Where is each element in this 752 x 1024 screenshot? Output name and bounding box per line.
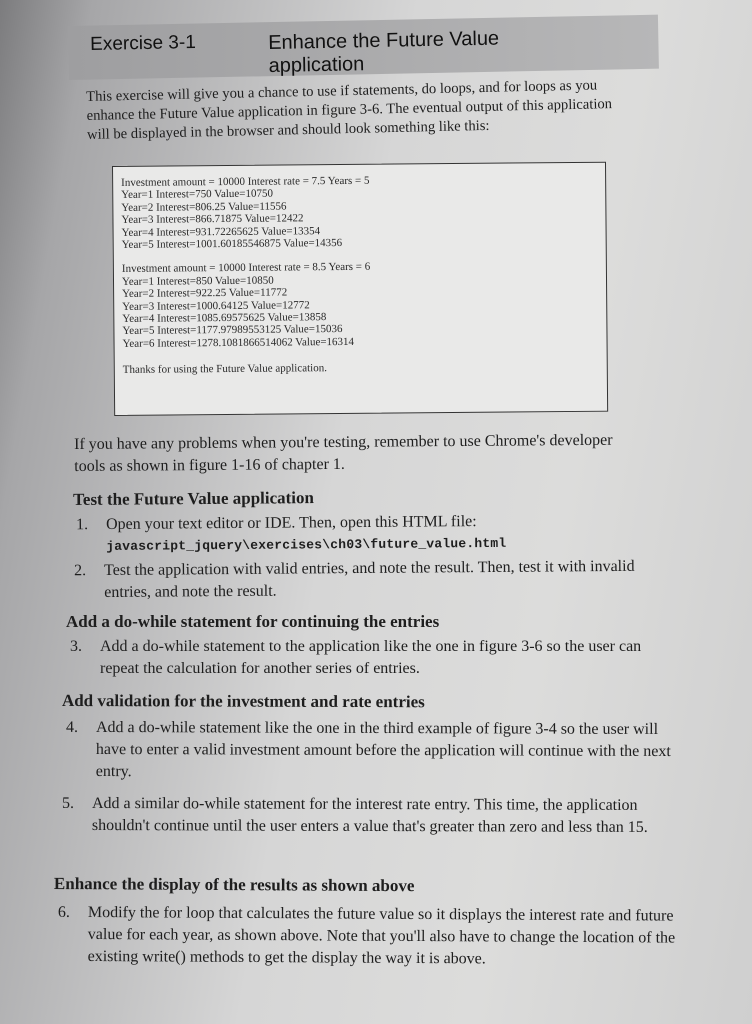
section-heading-test: Test the Future Value application <box>73 488 315 509</box>
step-number: 1. <box>76 516 89 534</box>
output-line: Year=4 Interest=931.72265625 Value=13354 <box>121 224 321 239</box>
output-line: Investment amount = 10000 Interest rate = 7.5 Years = 5 <box>121 174 370 189</box>
output-line: Year=2 Interest=922.25 Value=11772 <box>122 286 288 301</box>
step-number: 6. <box>57 903 70 921</box>
step-number: 4. <box>65 718 78 736</box>
output-line: Year=4 Interest=1085.69575625 Value=13858 <box>122 311 327 325</box>
exercise-label: Exercise 3-1 <box>90 31 196 55</box>
output-group-2 <box>122 259 599 350</box>
step-text: Add a do-while statement to the application like the one in figure 3-6 so the user can repeat the calculation for another series of entries. <box>100 638 642 677</box>
step-4 <box>65 717 681 785</box>
output-line: Year=6 Interest=1278.1081866514062 Value=16314 <box>122 335 355 350</box>
step-text: Open your text editor or IDE. Then, open this HTML file: <box>106 513 477 533</box>
step-text: Add a do-while statement like the one in the third example of figure 3-4 so the user will have to enter a valid investment amount before the application will continue with the next entry. <box>95 719 671 781</box>
output-group-1 <box>121 173 598 252</box>
output-line: Year=2 Interest=806.25 Value=11556 <box>121 200 287 214</box>
section-heading-dowhile: Add a do-while statement for continuing the entries <box>66 612 440 631</box>
sample-output-box <box>112 162 608 416</box>
step-number: 5. <box>61 794 74 812</box>
section-heading-display: Enhance the display of the results as shown above <box>53 874 415 896</box>
step-3 <box>70 636 660 680</box>
step-6 <box>57 902 688 972</box>
step-text: Add a similar do-while statement for the interest rate entry. This time, the application shouldn't continue until the user enters a value that's greater than zero and less than 15. <box>91 795 648 836</box>
step-1 <box>76 510 636 558</box>
step-2 <box>74 556 649 604</box>
intro-paragraph: This exercise will give you a chance to use if statements, do loops, and for loops as you enhance the Future Value application in figure 3-6. The eventual output of this application will be displayed in the browser and should look something like this: <box>86 77 613 143</box>
problems-paragraph: If you have any problems when you're testing, remember to use Chrome's developer tools as shown in figure 1-16 of chapter 1. <box>74 431 613 475</box>
output-line: Year=5 Interest=1001.60185546875 Value=14356 <box>121 237 343 251</box>
output-line: Year=5 Interest=1177.97989553125 Value=15036 <box>122 323 343 338</box>
output-line: Investment amount = 10000 Interest rate = 8.5 Years = 6 <box>121 261 371 276</box>
output-line: Year=3 Interest=866.71875 Value=12422 <box>121 212 304 227</box>
step-text: Test the application with valid entries, and note the result. Then, test it with invalid entries, and note the result. <box>104 557 635 601</box>
output-line: Year=1 Interest=750 Value=10750 <box>121 188 274 202</box>
step-number: 2. <box>74 562 87 580</box>
step-number: 3. <box>70 638 82 655</box>
step-5 <box>61 793 682 839</box>
step-text: Modify the for loop that calculates the future value so it displays the interest rate and future value for each year, as shown above. Note that you'll also have to change the location of the existing write() methods to get the display the way it is above. <box>87 903 676 968</box>
exercise-title <box>268 26 569 78</box>
file-path-code: javascript_jquery\exercises\ch03\future_value.html <box>106 535 507 554</box>
exercise-title-line2: application <box>268 53 365 77</box>
output-thanks-line: Thanks for using the Future Value application. <box>122 362 327 377</box>
output-line: Year=1 Interest=850 Value=10850 <box>121 274 274 288</box>
exercise-title-line1: Enhance the Future Value <box>268 27 500 54</box>
section-heading-validation: Add validation for the investment and rate entries <box>61 691 425 712</box>
output-line: Year=3 Interest=1000.64125 Value=12772 <box>122 298 310 313</box>
